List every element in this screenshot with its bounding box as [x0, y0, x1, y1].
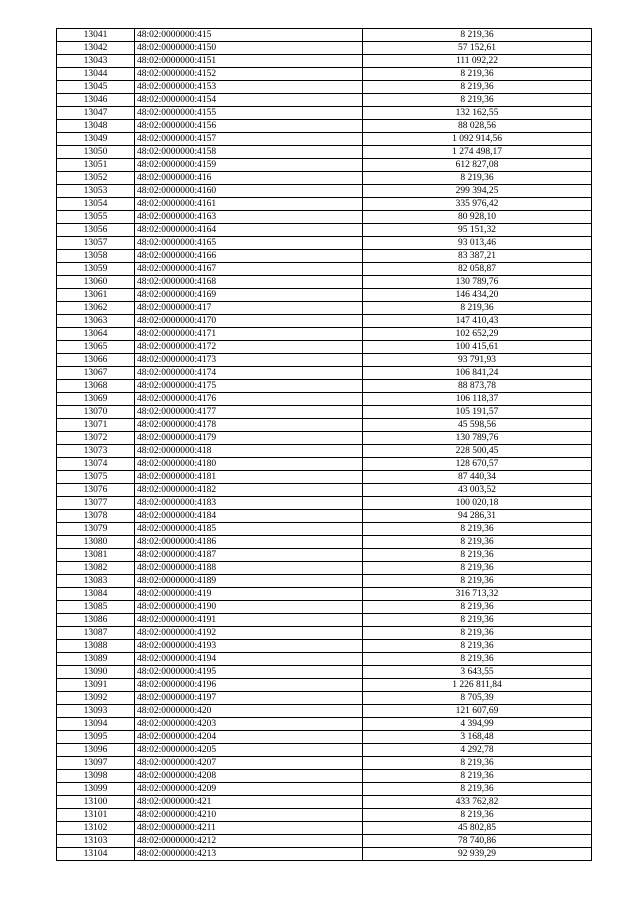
row-number: 13082 — [57, 562, 135, 575]
row-number: 13088 — [57, 640, 135, 653]
cadastral-value: 106 841,24 — [363, 367, 592, 380]
cadastral-value: 106 118,37 — [363, 393, 592, 406]
row-number: 13070 — [57, 406, 135, 419]
cadastral-value: 87 440,34 — [363, 471, 592, 484]
row-number: 13079 — [57, 523, 135, 536]
row-number: 13048 — [57, 120, 135, 133]
row-number: 13076 — [57, 484, 135, 497]
cadastral-value: 83 387,21 — [363, 250, 592, 263]
cadastral-number: 48:02:0000000:4209 — [135, 783, 363, 796]
table-row — [57, 419, 592, 432]
cadastral-number: 48:02:0000000:4208 — [135, 770, 363, 783]
row-number: 13053 — [57, 185, 135, 198]
cadastral-number: 48:02:0000000:4172 — [135, 341, 363, 354]
cadastral-number: 48:02:0000000:4196 — [135, 679, 363, 692]
cadastral-number: 48:02:0000000:4205 — [135, 744, 363, 757]
cadastral-value: 1 274 498,17 — [363, 146, 592, 159]
row-number: 13066 — [57, 354, 135, 367]
table-row — [57, 146, 592, 159]
cadastral-number: 48:02:0000000:4161 — [135, 198, 363, 211]
table-row — [57, 198, 592, 211]
table-row — [57, 471, 592, 484]
cadastral-value: 121 607,69 — [363, 705, 592, 718]
row-number: 13072 — [57, 432, 135, 445]
cadastral-number: 48:02:0000000:4152 — [135, 68, 363, 81]
row-number: 13094 — [57, 718, 135, 731]
cadastral-number: 48:02:0000000:417 — [135, 302, 363, 315]
cadastral-value: 8 219,36 — [363, 29, 592, 42]
table-row — [57, 679, 592, 692]
row-number: 13093 — [57, 705, 135, 718]
table-row — [57, 588, 592, 601]
cadastral-value: 57 152,61 — [363, 42, 592, 55]
cadastral-value: 8 219,36 — [363, 172, 592, 185]
table-row — [57, 367, 592, 380]
table-row — [57, 497, 592, 510]
table-row — [57, 250, 592, 263]
cadastral-value: 111 092,22 — [363, 55, 592, 68]
cadastral-value: 8 219,36 — [363, 770, 592, 783]
cadastral-number: 48:02:0000000:4189 — [135, 575, 363, 588]
cadastral-value: 3 643,55 — [363, 666, 592, 679]
table-row — [57, 55, 592, 68]
cadastral-value: 128 670,57 — [363, 458, 592, 471]
cadastral-value: 8 219,36 — [363, 68, 592, 81]
row-number: 13102 — [57, 822, 135, 835]
cadastral-number: 48:02:0000000:420 — [135, 705, 363, 718]
row-number: 13074 — [57, 458, 135, 471]
cadastral-value: 130 789,76 — [363, 432, 592, 445]
row-number: 13069 — [57, 393, 135, 406]
row-number: 13056 — [57, 224, 135, 237]
table-row — [57, 705, 592, 718]
cadastral-value: 8 219,36 — [363, 627, 592, 640]
table-row — [57, 172, 592, 185]
cadastral-value: 88 028,56 — [363, 120, 592, 133]
table-row — [57, 315, 592, 328]
table-row — [57, 575, 592, 588]
table-row — [57, 536, 592, 549]
table-row — [57, 770, 592, 783]
cadastral-value: 1 226 811,84 — [363, 679, 592, 692]
cadastral-number: 48:02:0000000:4165 — [135, 237, 363, 250]
cadastral-value: 100 020,18 — [363, 497, 592, 510]
cadastral-value: 82 058,87 — [363, 263, 592, 276]
row-number: 13096 — [57, 744, 135, 757]
table-row — [57, 302, 592, 315]
cadastral-value: 130 789,76 — [363, 276, 592, 289]
row-number: 13061 — [57, 289, 135, 302]
cadastral-number: 48:02:0000000:418 — [135, 445, 363, 458]
table-row — [57, 848, 592, 861]
row-number: 13059 — [57, 263, 135, 276]
row-number: 13089 — [57, 653, 135, 666]
row-number: 13101 — [57, 809, 135, 822]
table-row — [57, 393, 592, 406]
table-row — [57, 484, 592, 497]
row-number: 13049 — [57, 133, 135, 146]
row-number: 13086 — [57, 614, 135, 627]
cadastral-value: 8 219,36 — [363, 81, 592, 94]
cadastral-number: 48:02:0000000:421 — [135, 796, 363, 809]
row-number: 13091 — [57, 679, 135, 692]
table-row — [57, 783, 592, 796]
table-row — [57, 120, 592, 133]
row-number: 13050 — [57, 146, 135, 159]
cadastral-value: 45 802,85 — [363, 822, 592, 835]
cadastral-number: 48:02:0000000:4194 — [135, 653, 363, 666]
table-row — [57, 757, 592, 770]
row-number: 13092 — [57, 692, 135, 705]
cadastral-value: 8 219,36 — [363, 809, 592, 822]
cadastral-value: 1 092 914,56 — [363, 133, 592, 146]
table-row — [57, 549, 592, 562]
row-number: 13095 — [57, 731, 135, 744]
cadastral-number: 48:02:0000000:4171 — [135, 328, 363, 341]
table-row — [57, 458, 592, 471]
table-row — [57, 406, 592, 419]
cadastral-value: 8 705,39 — [363, 692, 592, 705]
cadastral-number: 48:02:0000000:4186 — [135, 536, 363, 549]
cadastral-number: 48:02:0000000:4197 — [135, 692, 363, 705]
cadastral-value: 93 013,46 — [363, 237, 592, 250]
cadastral-number: 48:02:0000000:4170 — [135, 315, 363, 328]
cadastral-number: 48:02:0000000:4213 — [135, 848, 363, 861]
table-row — [57, 380, 592, 393]
cadastral-number: 48:02:0000000:4195 — [135, 666, 363, 679]
table-row — [57, 796, 592, 809]
cadastral-value: 8 219,36 — [363, 549, 592, 562]
cadastral-number: 48:02:0000000:4175 — [135, 380, 363, 393]
cadastral-value: 8 219,36 — [363, 757, 592, 770]
cadastral-value: 433 762,82 — [363, 796, 592, 809]
table-row — [57, 224, 592, 237]
cadastral-number: 48:02:0000000:415 — [135, 29, 363, 42]
table-row — [57, 263, 592, 276]
table-row — [57, 601, 592, 614]
table-row — [57, 29, 592, 42]
cadastral-value: 92 939,29 — [363, 848, 592, 861]
table-row — [57, 94, 592, 107]
row-number: 13068 — [57, 380, 135, 393]
cadastral-number: 48:02:0000000:4166 — [135, 250, 363, 263]
cadastral-value: 78 740,86 — [363, 835, 592, 848]
cadastral-value: 8 219,36 — [363, 653, 592, 666]
table-row — [57, 718, 592, 731]
cadastral-value: 8 219,36 — [363, 536, 592, 549]
row-number: 13083 — [57, 575, 135, 588]
row-number: 13103 — [57, 835, 135, 848]
row-number: 13075 — [57, 471, 135, 484]
row-number: 13054 — [57, 198, 135, 211]
table-row — [57, 692, 592, 705]
cadastral-number: 48:02:0000000:4193 — [135, 640, 363, 653]
cadastral-number: 48:02:0000000:4207 — [135, 757, 363, 770]
cadastral-number: 48:02:0000000:4190 — [135, 601, 363, 614]
table-row — [57, 627, 592, 640]
cadastral-value: 95 151,32 — [363, 224, 592, 237]
row-number: 13067 — [57, 367, 135, 380]
cadastral-number: 48:02:0000000:4179 — [135, 432, 363, 445]
row-number: 13043 — [57, 55, 135, 68]
cadastral-number: 48:02:0000000:4153 — [135, 81, 363, 94]
cadastral-value: 8 219,36 — [363, 302, 592, 315]
cadastral-number: 48:02:0000000:4156 — [135, 120, 363, 133]
row-number: 13084 — [57, 588, 135, 601]
row-number: 13073 — [57, 445, 135, 458]
cadastral-number: 48:02:0000000:4167 — [135, 263, 363, 276]
cadastral-value: 105 191,57 — [363, 406, 592, 419]
row-number: 13098 — [57, 770, 135, 783]
cadastral-number: 48:02:0000000:4159 — [135, 159, 363, 172]
cadastral-number: 48:02:0000000:4211 — [135, 822, 363, 835]
row-number: 13100 — [57, 796, 135, 809]
table-row — [57, 341, 592, 354]
cadastral-number: 48:02:0000000:4178 — [135, 419, 363, 432]
row-number: 13045 — [57, 81, 135, 94]
table-row — [57, 42, 592, 55]
table-row — [57, 133, 592, 146]
table-row — [57, 731, 592, 744]
row-number: 13041 — [57, 29, 135, 42]
table-row — [57, 354, 592, 367]
cadastral-value: 93 791,93 — [363, 354, 592, 367]
row-number: 13081 — [57, 549, 135, 562]
cadastral-value: 88 873,78 — [363, 380, 592, 393]
cadastral-number: 48:02:0000000:4158 — [135, 146, 363, 159]
table-row — [57, 211, 592, 224]
row-number: 13065 — [57, 341, 135, 354]
row-number: 13087 — [57, 627, 135, 640]
table-row — [57, 237, 592, 250]
row-number: 13085 — [57, 601, 135, 614]
cadastral-number: 48:02:0000000:4164 — [135, 224, 363, 237]
row-number: 13080 — [57, 536, 135, 549]
cadastral-value: 4 394,99 — [363, 718, 592, 731]
row-number: 13104 — [57, 848, 135, 861]
table-row — [57, 744, 592, 757]
cadastral-number: 48:02:0000000:4212 — [135, 835, 363, 848]
table-row — [57, 81, 592, 94]
cadastral-number: 48:02:0000000:4191 — [135, 614, 363, 627]
cadastral-number: 48:02:0000000:4173 — [135, 354, 363, 367]
cadastral-value: 100 415,61 — [363, 341, 592, 354]
row-number: 13051 — [57, 159, 135, 172]
cadastral-value: 4 292,78 — [363, 744, 592, 757]
table-row — [57, 614, 592, 627]
cadastral-value: 228 500,45 — [363, 445, 592, 458]
cadastral-value: 132 162,55 — [363, 107, 592, 120]
table-row — [57, 68, 592, 81]
cadastral-number: 48:02:0000000:4155 — [135, 107, 363, 120]
row-number: 13057 — [57, 237, 135, 250]
cadastral-value: 299 394,25 — [363, 185, 592, 198]
cadastral-number: 48:02:0000000:4150 — [135, 42, 363, 55]
row-number: 13097 — [57, 757, 135, 770]
cadastral-number: 48:02:0000000:4188 — [135, 562, 363, 575]
table-row — [57, 445, 592, 458]
table-row — [57, 432, 592, 445]
table-row — [57, 523, 592, 536]
cadastral-value: 8 219,36 — [363, 601, 592, 614]
row-number: 13071 — [57, 419, 135, 432]
cadastral-number: 48:02:0000000:4180 — [135, 458, 363, 471]
cadastral-number: 48:02:0000000:4151 — [135, 55, 363, 68]
cadastral-number: 48:02:0000000:4168 — [135, 276, 363, 289]
cadastral-number: 48:02:0000000:416 — [135, 172, 363, 185]
table-row — [57, 276, 592, 289]
row-number: 13078 — [57, 510, 135, 523]
cadastral-number: 48:02:0000000:4210 — [135, 809, 363, 822]
row-number: 13046 — [57, 94, 135, 107]
row-number: 13055 — [57, 211, 135, 224]
cadastral-value: 8 219,36 — [363, 614, 592, 627]
cadastral-value-table — [56, 28, 592, 861]
cadastral-number: 48:02:0000000:4203 — [135, 718, 363, 731]
table-row — [57, 640, 592, 653]
cadastral-number: 48:02:0000000:4176 — [135, 393, 363, 406]
cadastral-value: 94 286,31 — [363, 510, 592, 523]
cadastral-number: 48:02:0000000:4181 — [135, 471, 363, 484]
row-number: 13062 — [57, 302, 135, 315]
cadastral-value: 612 827,08 — [363, 159, 592, 172]
cadastral-number: 48:02:0000000:4204 — [135, 731, 363, 744]
cadastral-number: 48:02:0000000:4185 — [135, 523, 363, 536]
cadastral-value: 8 219,36 — [363, 640, 592, 653]
cadastral-value: 102 652,29 — [363, 328, 592, 341]
table-row — [57, 809, 592, 822]
cadastral-value: 8 219,36 — [363, 523, 592, 536]
row-number: 13063 — [57, 315, 135, 328]
cadastral-number: 48:02:0000000:4182 — [135, 484, 363, 497]
cadastral-number: 48:02:0000000:4154 — [135, 94, 363, 107]
cadastral-value: 8 219,36 — [363, 562, 592, 575]
table-row — [57, 835, 592, 848]
row-number: 13052 — [57, 172, 135, 185]
row-number: 13099 — [57, 783, 135, 796]
cadastral-number: 48:02:0000000:4192 — [135, 627, 363, 640]
cadastral-number: 48:02:0000000:4169 — [135, 289, 363, 302]
cadastral-number: 48:02:0000000:4183 — [135, 497, 363, 510]
table-row — [57, 666, 592, 679]
cadastral-number: 48:02:0000000:4184 — [135, 510, 363, 523]
cadastral-value: 147 410,43 — [363, 315, 592, 328]
row-number: 13064 — [57, 328, 135, 341]
table-row — [57, 289, 592, 302]
table-row — [57, 185, 592, 198]
row-number: 13077 — [57, 497, 135, 510]
cadastral-value: 80 928,10 — [363, 211, 592, 224]
cadastral-value: 8 219,36 — [363, 575, 592, 588]
table-body — [57, 29, 592, 861]
cadastral-number: 48:02:0000000:4174 — [135, 367, 363, 380]
table-row — [57, 653, 592, 666]
row-number: 13042 — [57, 42, 135, 55]
row-number: 13090 — [57, 666, 135, 679]
cadastral-number: 48:02:0000000:4160 — [135, 185, 363, 198]
cadastral-value: 45 598,56 — [363, 419, 592, 432]
cadastral-number: 48:02:0000000:4187 — [135, 549, 363, 562]
cadastral-value: 3 168,48 — [363, 731, 592, 744]
cadastral-value: 316 713,32 — [363, 588, 592, 601]
row-number: 13060 — [57, 276, 135, 289]
cadastral-value: 8 219,36 — [363, 94, 592, 107]
cadastral-value: 43 003,52 — [363, 484, 592, 497]
row-number: 13047 — [57, 107, 135, 120]
table-row — [57, 107, 592, 120]
cadastral-number: 48:02:0000000:4177 — [135, 406, 363, 419]
row-number: 13058 — [57, 250, 135, 263]
cadastral-value: 335 976,42 — [363, 198, 592, 211]
table-row — [57, 328, 592, 341]
cadastral-number: 48:02:0000000:419 — [135, 588, 363, 601]
cadastral-number: 48:02:0000000:4157 — [135, 133, 363, 146]
table-row — [57, 510, 592, 523]
row-number: 13044 — [57, 68, 135, 81]
cadastral-number: 48:02:0000000:4163 — [135, 211, 363, 224]
table-row — [57, 562, 592, 575]
table-row — [57, 822, 592, 835]
cadastral-value: 146 434,20 — [363, 289, 592, 302]
cadastral-value: 8 219,36 — [363, 783, 592, 796]
table-row — [57, 159, 592, 172]
